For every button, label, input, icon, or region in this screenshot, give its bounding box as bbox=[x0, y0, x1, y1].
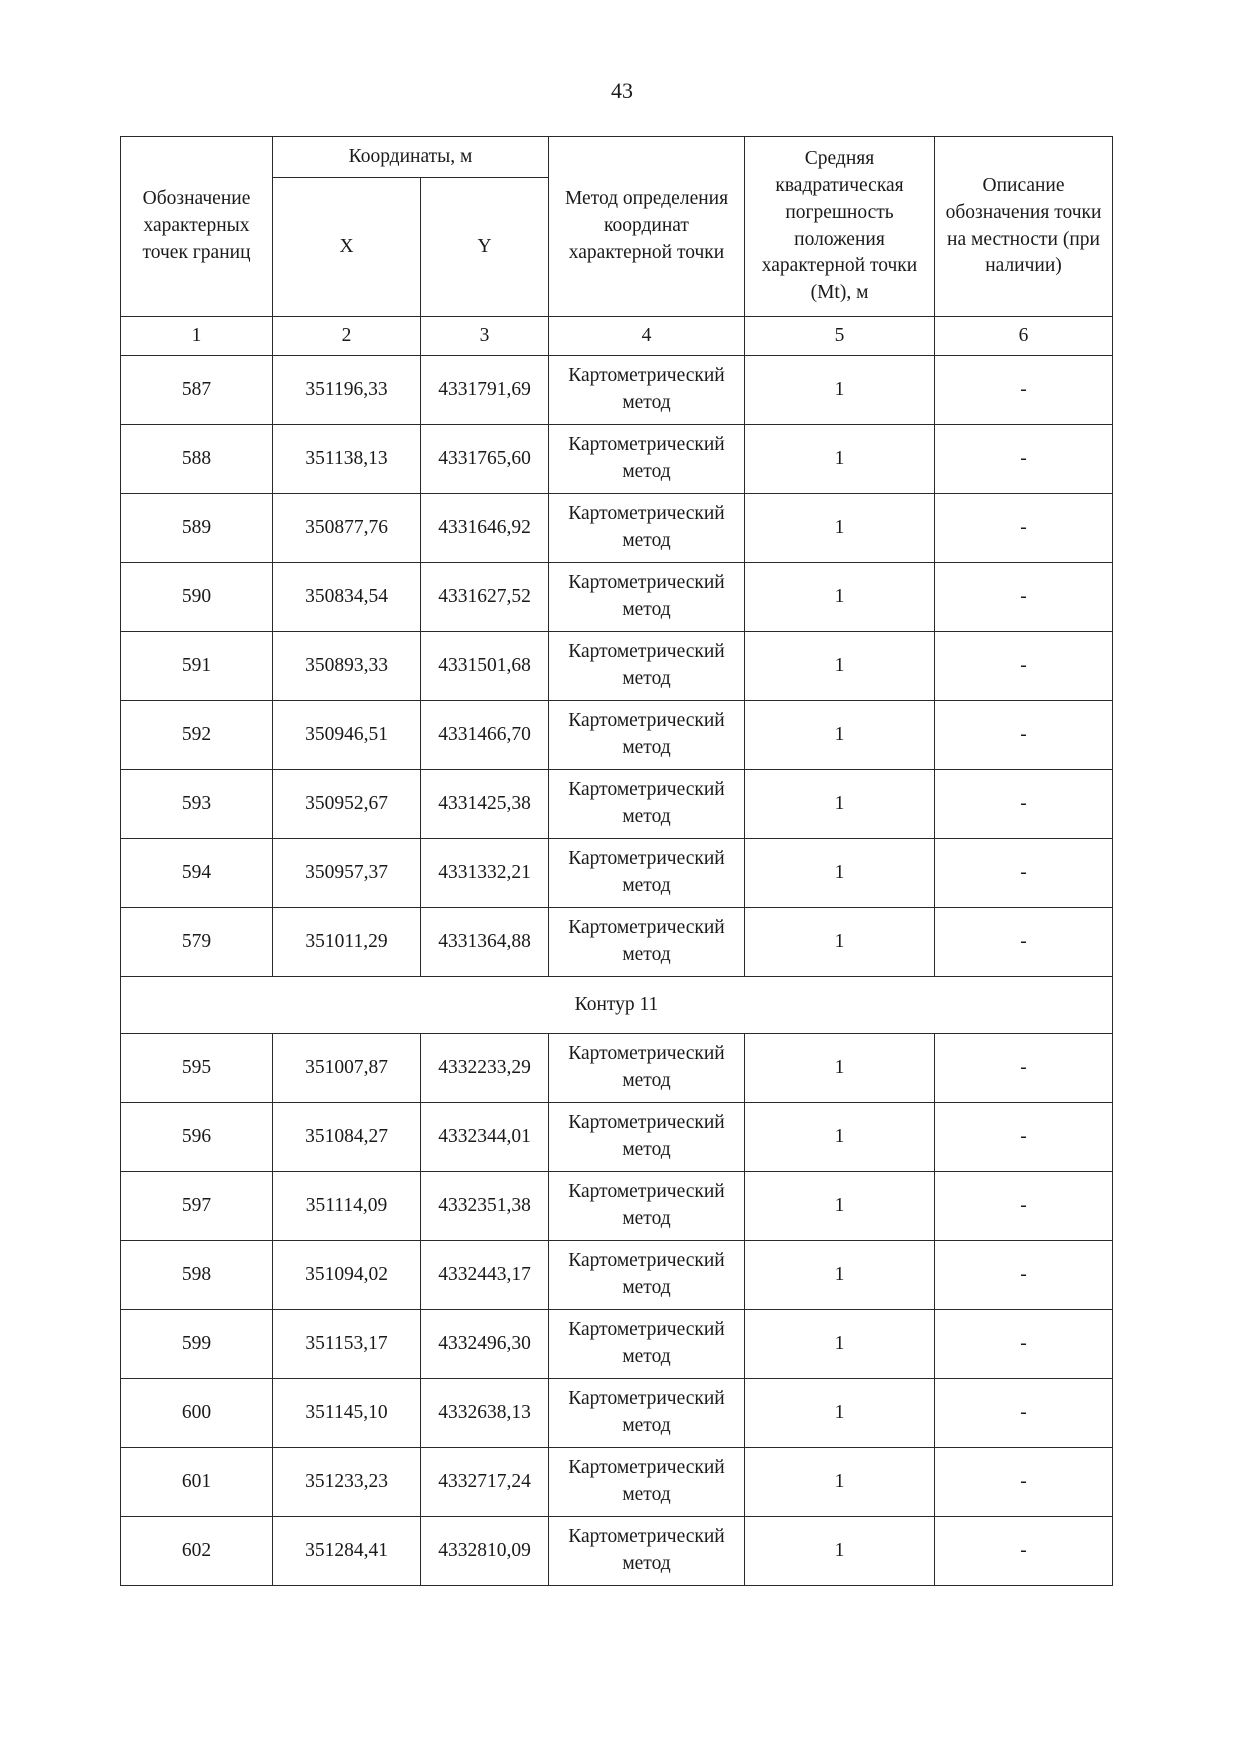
point-number: 593 bbox=[121, 770, 273, 839]
error-cell: 1 bbox=[745, 1379, 935, 1448]
method-cell: Картометрический метод bbox=[549, 563, 745, 632]
coord-y: 4332496,30 bbox=[421, 1310, 549, 1379]
error-cell: 1 bbox=[745, 356, 935, 425]
description-cell: - bbox=[935, 425, 1113, 494]
column-number: 3 bbox=[421, 317, 549, 356]
header-error: Средняя квадратическая погрешность положения характерной точки (Mt), м bbox=[745, 137, 935, 317]
rows-after-contour bbox=[121, 1034, 1113, 1586]
coord-y: 4331364,88 bbox=[421, 908, 549, 977]
table-row bbox=[121, 701, 1113, 770]
point-number: 594 bbox=[121, 839, 273, 908]
table-row bbox=[121, 425, 1113, 494]
error-cell: 1 bbox=[745, 563, 935, 632]
coord-x: 351114,09 bbox=[273, 1172, 421, 1241]
description-cell: - bbox=[935, 908, 1113, 977]
contour-label: Контур 11 bbox=[121, 977, 1113, 1034]
method-cell: Картометрический метод bbox=[549, 356, 745, 425]
table-row bbox=[121, 632, 1113, 701]
coordinates-table bbox=[120, 136, 1113, 1586]
coord-y: 4332344,01 bbox=[421, 1103, 549, 1172]
coord-x: 351196,33 bbox=[273, 356, 421, 425]
coord-y: 4332810,09 bbox=[421, 1517, 549, 1586]
error-cell: 1 bbox=[745, 770, 935, 839]
header-coordinates: Координаты, м bbox=[273, 137, 549, 178]
table-row bbox=[121, 1172, 1113, 1241]
error-cell: 1 bbox=[745, 1310, 935, 1379]
point-number: 597 bbox=[121, 1172, 273, 1241]
method-cell: Картометрический метод bbox=[549, 1241, 745, 1310]
coord-x: 350952,67 bbox=[273, 770, 421, 839]
table-row bbox=[121, 1310, 1113, 1379]
description-cell: - bbox=[935, 1379, 1113, 1448]
method-cell: Картометрический метод bbox=[549, 701, 745, 770]
coord-x: 351284,41 bbox=[273, 1517, 421, 1586]
column-number: 6 bbox=[935, 317, 1113, 356]
coord-x: 350877,76 bbox=[273, 494, 421, 563]
header-description: Описание обозначения точки на местности (при наличии) bbox=[935, 137, 1113, 317]
rows-before-contour bbox=[121, 356, 1113, 977]
error-cell: 1 bbox=[745, 494, 935, 563]
description-cell: - bbox=[935, 1034, 1113, 1103]
description-cell: - bbox=[935, 1103, 1113, 1172]
method-cell: Картометрический метод bbox=[549, 1448, 745, 1517]
column-numbers-row bbox=[121, 317, 1113, 356]
description-cell: - bbox=[935, 701, 1113, 770]
table-row bbox=[121, 563, 1113, 632]
coord-y: 4331466,70 bbox=[421, 701, 549, 770]
method-cell: Картометрический метод bbox=[549, 494, 745, 563]
column-number: 1 bbox=[121, 317, 273, 356]
method-cell: Картометрический метод bbox=[549, 1310, 745, 1379]
description-cell: - bbox=[935, 356, 1113, 425]
point-number: 598 bbox=[121, 1241, 273, 1310]
coord-x: 351145,10 bbox=[273, 1379, 421, 1448]
method-cell: Картометрический метод bbox=[549, 1379, 745, 1448]
point-number: 602 bbox=[121, 1517, 273, 1586]
header-method: Метод определения координат характерной точки bbox=[549, 137, 745, 317]
point-number: 589 bbox=[121, 494, 273, 563]
coord-y: 4332717,24 bbox=[421, 1448, 549, 1517]
table-row bbox=[121, 356, 1113, 425]
table-row bbox=[121, 1034, 1113, 1103]
coord-x: 350957,37 bbox=[273, 839, 421, 908]
coord-y: 4331646,92 bbox=[421, 494, 549, 563]
coord-y: 4332233,29 bbox=[421, 1034, 549, 1103]
coord-y: 4331501,68 bbox=[421, 632, 549, 701]
coord-y: 4332638,13 bbox=[421, 1379, 549, 1448]
header-x: X bbox=[273, 178, 421, 317]
header-y: Y bbox=[421, 178, 549, 317]
error-cell: 1 bbox=[745, 701, 935, 770]
error-cell: 1 bbox=[745, 908, 935, 977]
description-cell: - bbox=[935, 1448, 1113, 1517]
description-cell: - bbox=[935, 1241, 1113, 1310]
coord-y: 4332443,17 bbox=[421, 1241, 549, 1310]
header-designation: Обозначение характерных точек границ bbox=[121, 137, 273, 317]
column-number: 2 bbox=[273, 317, 421, 356]
point-number: 592 bbox=[121, 701, 273, 770]
column-number: 5 bbox=[745, 317, 935, 356]
description-cell: - bbox=[935, 563, 1113, 632]
error-cell: 1 bbox=[745, 1034, 935, 1103]
description-cell: - bbox=[935, 494, 1113, 563]
point-number: 596 bbox=[121, 1103, 273, 1172]
description-cell: - bbox=[935, 1172, 1113, 1241]
error-cell: 1 bbox=[745, 425, 935, 494]
coord-y: 4331627,52 bbox=[421, 563, 549, 632]
error-cell: 1 bbox=[745, 1103, 935, 1172]
coord-y: 4331765,60 bbox=[421, 425, 549, 494]
description-cell: - bbox=[935, 1310, 1113, 1379]
table-row bbox=[121, 770, 1113, 839]
coord-x: 351138,13 bbox=[273, 425, 421, 494]
description-cell: - bbox=[935, 770, 1113, 839]
table-row bbox=[121, 839, 1113, 908]
point-number: 600 bbox=[121, 1379, 273, 1448]
method-cell: Картометрический метод bbox=[549, 632, 745, 701]
table-row bbox=[121, 1103, 1113, 1172]
point-number: 601 bbox=[121, 1448, 273, 1517]
point-number: 588 bbox=[121, 425, 273, 494]
coord-x: 351084,27 bbox=[273, 1103, 421, 1172]
coord-x: 350946,51 bbox=[273, 701, 421, 770]
table-row bbox=[121, 1241, 1113, 1310]
description-cell: - bbox=[935, 632, 1113, 701]
description-cell: - bbox=[935, 839, 1113, 908]
column-number: 4 bbox=[549, 317, 745, 356]
coord-x: 350893,33 bbox=[273, 632, 421, 701]
table-row bbox=[121, 1448, 1113, 1517]
coord-y: 4331791,69 bbox=[421, 356, 549, 425]
table-row bbox=[121, 908, 1113, 977]
point-number: 587 bbox=[121, 356, 273, 425]
method-cell: Картометрический метод bbox=[549, 770, 745, 839]
point-number: 591 bbox=[121, 632, 273, 701]
table-row bbox=[121, 1517, 1113, 1586]
table-row bbox=[121, 494, 1113, 563]
method-cell: Картометрический метод bbox=[549, 425, 745, 494]
page-number: 43 bbox=[611, 78, 633, 103]
method-cell: Картометрический метод bbox=[549, 908, 745, 977]
error-cell: 1 bbox=[745, 1241, 935, 1310]
error-cell: 1 bbox=[745, 1517, 935, 1586]
coord-y: 4332351,38 bbox=[421, 1172, 549, 1241]
method-cell: Картометрический метод bbox=[549, 839, 745, 908]
coord-y: 4331425,38 bbox=[421, 770, 549, 839]
table-row bbox=[121, 1379, 1113, 1448]
point-number: 599 bbox=[121, 1310, 273, 1379]
point-number: 579 bbox=[121, 908, 273, 977]
method-cell: Картометрический метод bbox=[549, 1517, 745, 1586]
error-cell: 1 bbox=[745, 632, 935, 701]
method-cell: Картометрический метод bbox=[549, 1103, 745, 1172]
method-cell: Картометрический метод bbox=[549, 1172, 745, 1241]
coord-x: 351011,29 bbox=[273, 908, 421, 977]
coord-x: 351153,17 bbox=[273, 1310, 421, 1379]
point-number: 595 bbox=[121, 1034, 273, 1103]
coord-x: 351233,23 bbox=[273, 1448, 421, 1517]
point-number: 590 bbox=[121, 563, 273, 632]
coord-x: 351094,02 bbox=[273, 1241, 421, 1310]
coord-y: 4331332,21 bbox=[421, 839, 549, 908]
error-cell: 1 bbox=[745, 839, 935, 908]
coord-x: 351007,87 bbox=[273, 1034, 421, 1103]
error-cell: 1 bbox=[745, 1172, 935, 1241]
description-cell: - bbox=[935, 1517, 1113, 1586]
method-cell: Картометрический метод bbox=[549, 1034, 745, 1103]
coord-x: 350834,54 bbox=[273, 563, 421, 632]
contour-row bbox=[121, 977, 1113, 1034]
error-cell: 1 bbox=[745, 1448, 935, 1517]
